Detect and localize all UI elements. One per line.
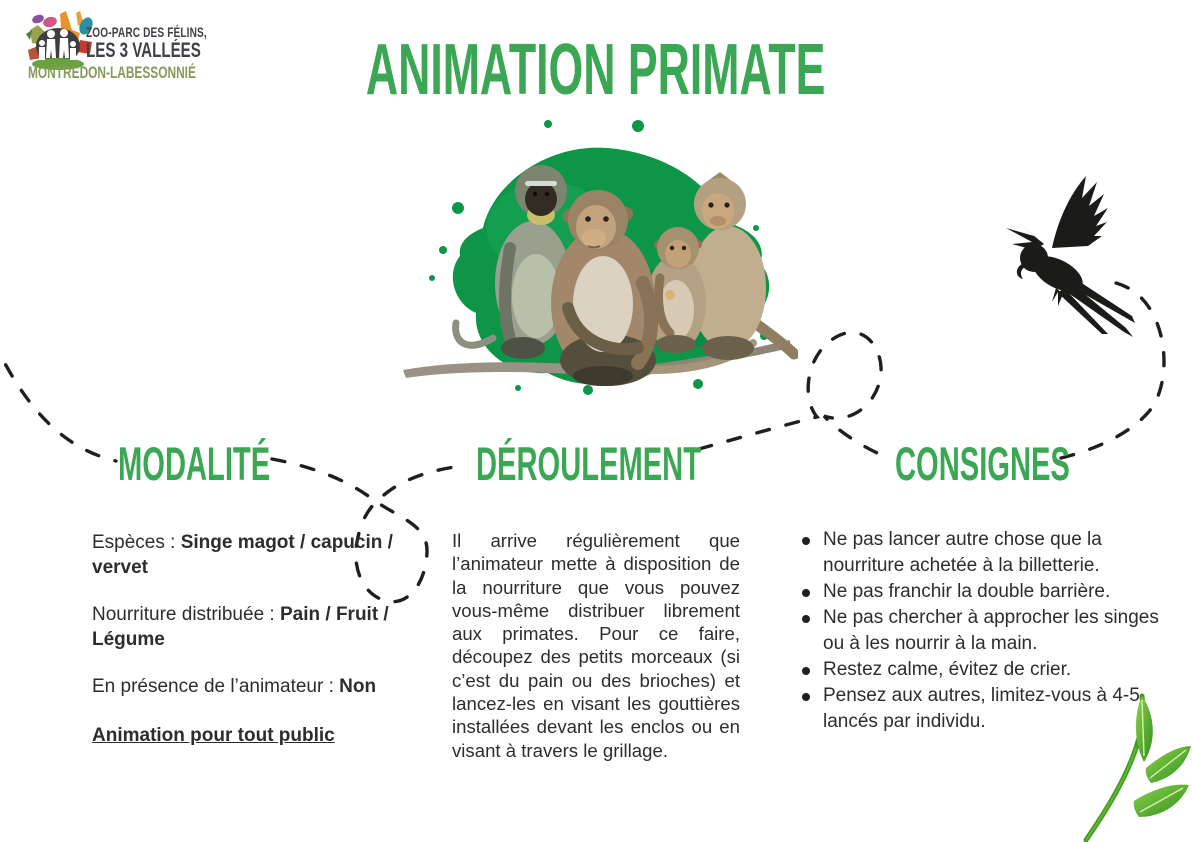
modalite-label: Espèces :	[92, 532, 176, 553]
consignes-list	[795, 527, 1167, 735]
consignes-item: Restez calme, évitez de crier.	[795, 657, 1167, 683]
modalite-item-especes	[92, 530, 394, 580]
heading-modalite: MODALITÉ	[118, 437, 271, 490]
modalite-footer: Animation pour tout public	[92, 725, 335, 746]
deroulement-paragraph: Il arrive régulièrement que l’animateur mette à disposition de la nourriture que vous pouvez vous-même distribuer librement aux primates. Pour ce faire, découpez des petits morceaux (si c’est du pain ou des brioches) et lancez-les en visant les gouttières installées devant les enclos ou en visant à travers le grillage.	[452, 530, 740, 761]
consignes-item: Ne pas franchir la double barrière.	[795, 579, 1167, 605]
consignes-item: Ne pas chercher à approcher les singes ou à les nourrir à la main.	[795, 605, 1167, 657]
modalite-item-animateur	[92, 674, 394, 699]
heading-deroulement: DÉROULEMENT	[476, 437, 702, 490]
heading-consignes: CONSIGNES	[895, 437, 1070, 490]
consignes-item: Ne pas lancer autre chose que la nourriture achetée à la billetterie.	[795, 527, 1167, 579]
modalite-column	[92, 530, 394, 748]
modalite-value: Pain / Fruit / Légume	[92, 604, 389, 650]
modalite-item-nourriture	[92, 602, 394, 652]
modalite-label: En présence de l’animateur :	[92, 676, 334, 697]
deroulement-column	[452, 529, 740, 762]
consignes-column	[795, 527, 1167, 735]
modalite-value: Non	[339, 676, 377, 697]
consignes-item: Pensez aux autres, limitez-vous à 4-5 lancés par individu.	[795, 683, 1167, 735]
monkeys-photo	[398, 108, 798, 398]
logo-line3: MONTREDON-LABESSONNIÉ	[28, 63, 196, 82]
page-title: ANIMATION PRIMATE	[366, 30, 826, 110]
modalite-label: Nourriture distribuée :	[92, 604, 275, 625]
logo-line2: LES 3 VALLÉES	[86, 39, 201, 62]
modalite-value: Singe magot / capucin / vervet	[92, 532, 393, 578]
parrot-silhouette-icon	[1000, 160, 1140, 340]
logo-line1: ZOO-PARC DES FÉLINS,	[86, 24, 207, 40]
